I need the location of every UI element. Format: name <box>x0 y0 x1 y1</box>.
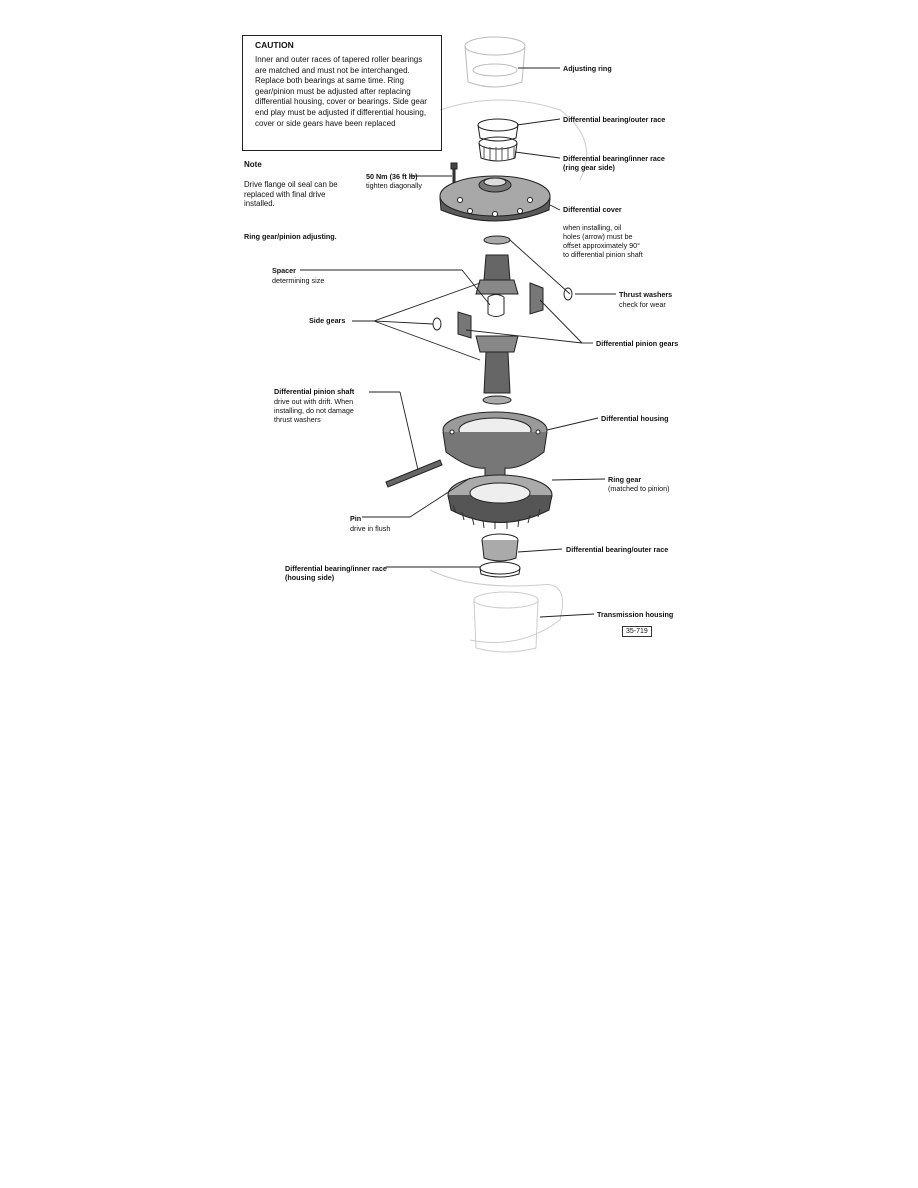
label-diff-bearing-inner-race-top-sub: (ring gear side) <box>563 163 615 172</box>
caution-box <box>242 35 442 151</box>
label-transmission-housing: Transmission housing <box>597 610 674 619</box>
label-thrust-washers-sub: check for wear <box>619 300 666 309</box>
label-side-gears: Side gears <box>309 316 346 325</box>
label-diff-bearing-outer-race-top: Differential bearing/outer race <box>563 115 666 124</box>
label-cover-note-1: when installing, oil <box>563 223 622 232</box>
caution-title: CAUTION <box>255 40 294 50</box>
label-torque: 50 Nm (36 ft lb) <box>366 172 418 181</box>
label-pinion-shaft-sub-3: thrust washers <box>274 415 321 424</box>
label-torque-sub: tighten diagonally <box>366 181 422 190</box>
label-ring-gear: Ring gear <box>608 475 642 484</box>
label-pinion-shaft-sub-2: installing, do not damage <box>274 406 354 415</box>
adjusting-ring-part <box>465 37 525 87</box>
right-pinion-gear-part <box>530 283 572 314</box>
label-pin: Pin <box>350 514 362 523</box>
label-thrust-washers: Thrust washers <box>619 290 673 299</box>
differential-housing-part <box>443 412 547 480</box>
top-thrust-washer-part <box>484 236 510 244</box>
label-spacer-sub: determining size <box>272 276 325 285</box>
label-diff-bearing-outer-race-bottom: Differential bearing/outer race <box>566 545 669 554</box>
label-diff-bearing-inner-race-bottom: Differential bearing/inner race <box>285 564 387 573</box>
lower-side-gear-part <box>476 336 518 393</box>
label-cover-note-3: offset approximately 90° <box>563 241 641 250</box>
label-diff-housing: Differential housing <box>601 414 669 423</box>
label-diff-bearing-inner-race-bottom-sub: (housing side) <box>285 573 335 582</box>
label-cover-note-2: holes (arrow) must be <box>563 232 633 241</box>
upper-side-gear-part <box>476 255 518 294</box>
differential-cover-part <box>440 176 550 221</box>
cover-bolt-part <box>451 163 457 183</box>
left-pinion-gear-part <box>433 312 471 338</box>
spacer-part <box>488 295 504 317</box>
upper-outer-race-part <box>478 119 518 141</box>
bottom-thrust-washer-part <box>483 396 511 404</box>
label-pinion-shaft-sub-1: drive out with drift. When <box>274 397 354 406</box>
ring-gear-adjusting-label: Ring gear/pinion adjusting. <box>244 232 337 241</box>
ring-gear-part <box>448 475 552 529</box>
label-ring-gear-sub: (matched to pinion) <box>608 484 670 493</box>
label-differential-cover: Differential cover <box>563 205 622 214</box>
note-text: Drive flange oil seal can be replaced with final drive installed. <box>244 180 338 209</box>
label-spacer: Spacer <box>272 266 296 275</box>
label-diff-pinion-gears: Differential pinion gears <box>596 339 679 348</box>
label-cover-note-4: to differential pinion shaft <box>563 250 643 259</box>
note-title: Note <box>244 160 262 169</box>
figure-id: 35-719 <box>622 626 652 637</box>
caution-text: Inner and outer races of tapered roller bearings are matched and must not be interchanged. Replace both bearings at same time. Ring gear/pinion must be adjusted after replacing differential housing, cover or bearings. Side gear end play must be adjusted if differential housing, cover or side gears have been replaced <box>255 55 427 128</box>
label-pin-sub: drive in flush <box>350 524 391 533</box>
lower-bearing-part <box>480 534 520 577</box>
label-pinion-shaft: Differential pinion shaft <box>274 387 355 396</box>
pinion-shaft-part <box>386 460 442 487</box>
label-diff-bearing-inner-race-top: Differential bearing/inner race <box>563 154 665 163</box>
label-adjusting-ring: Adjusting ring <box>563 64 612 73</box>
